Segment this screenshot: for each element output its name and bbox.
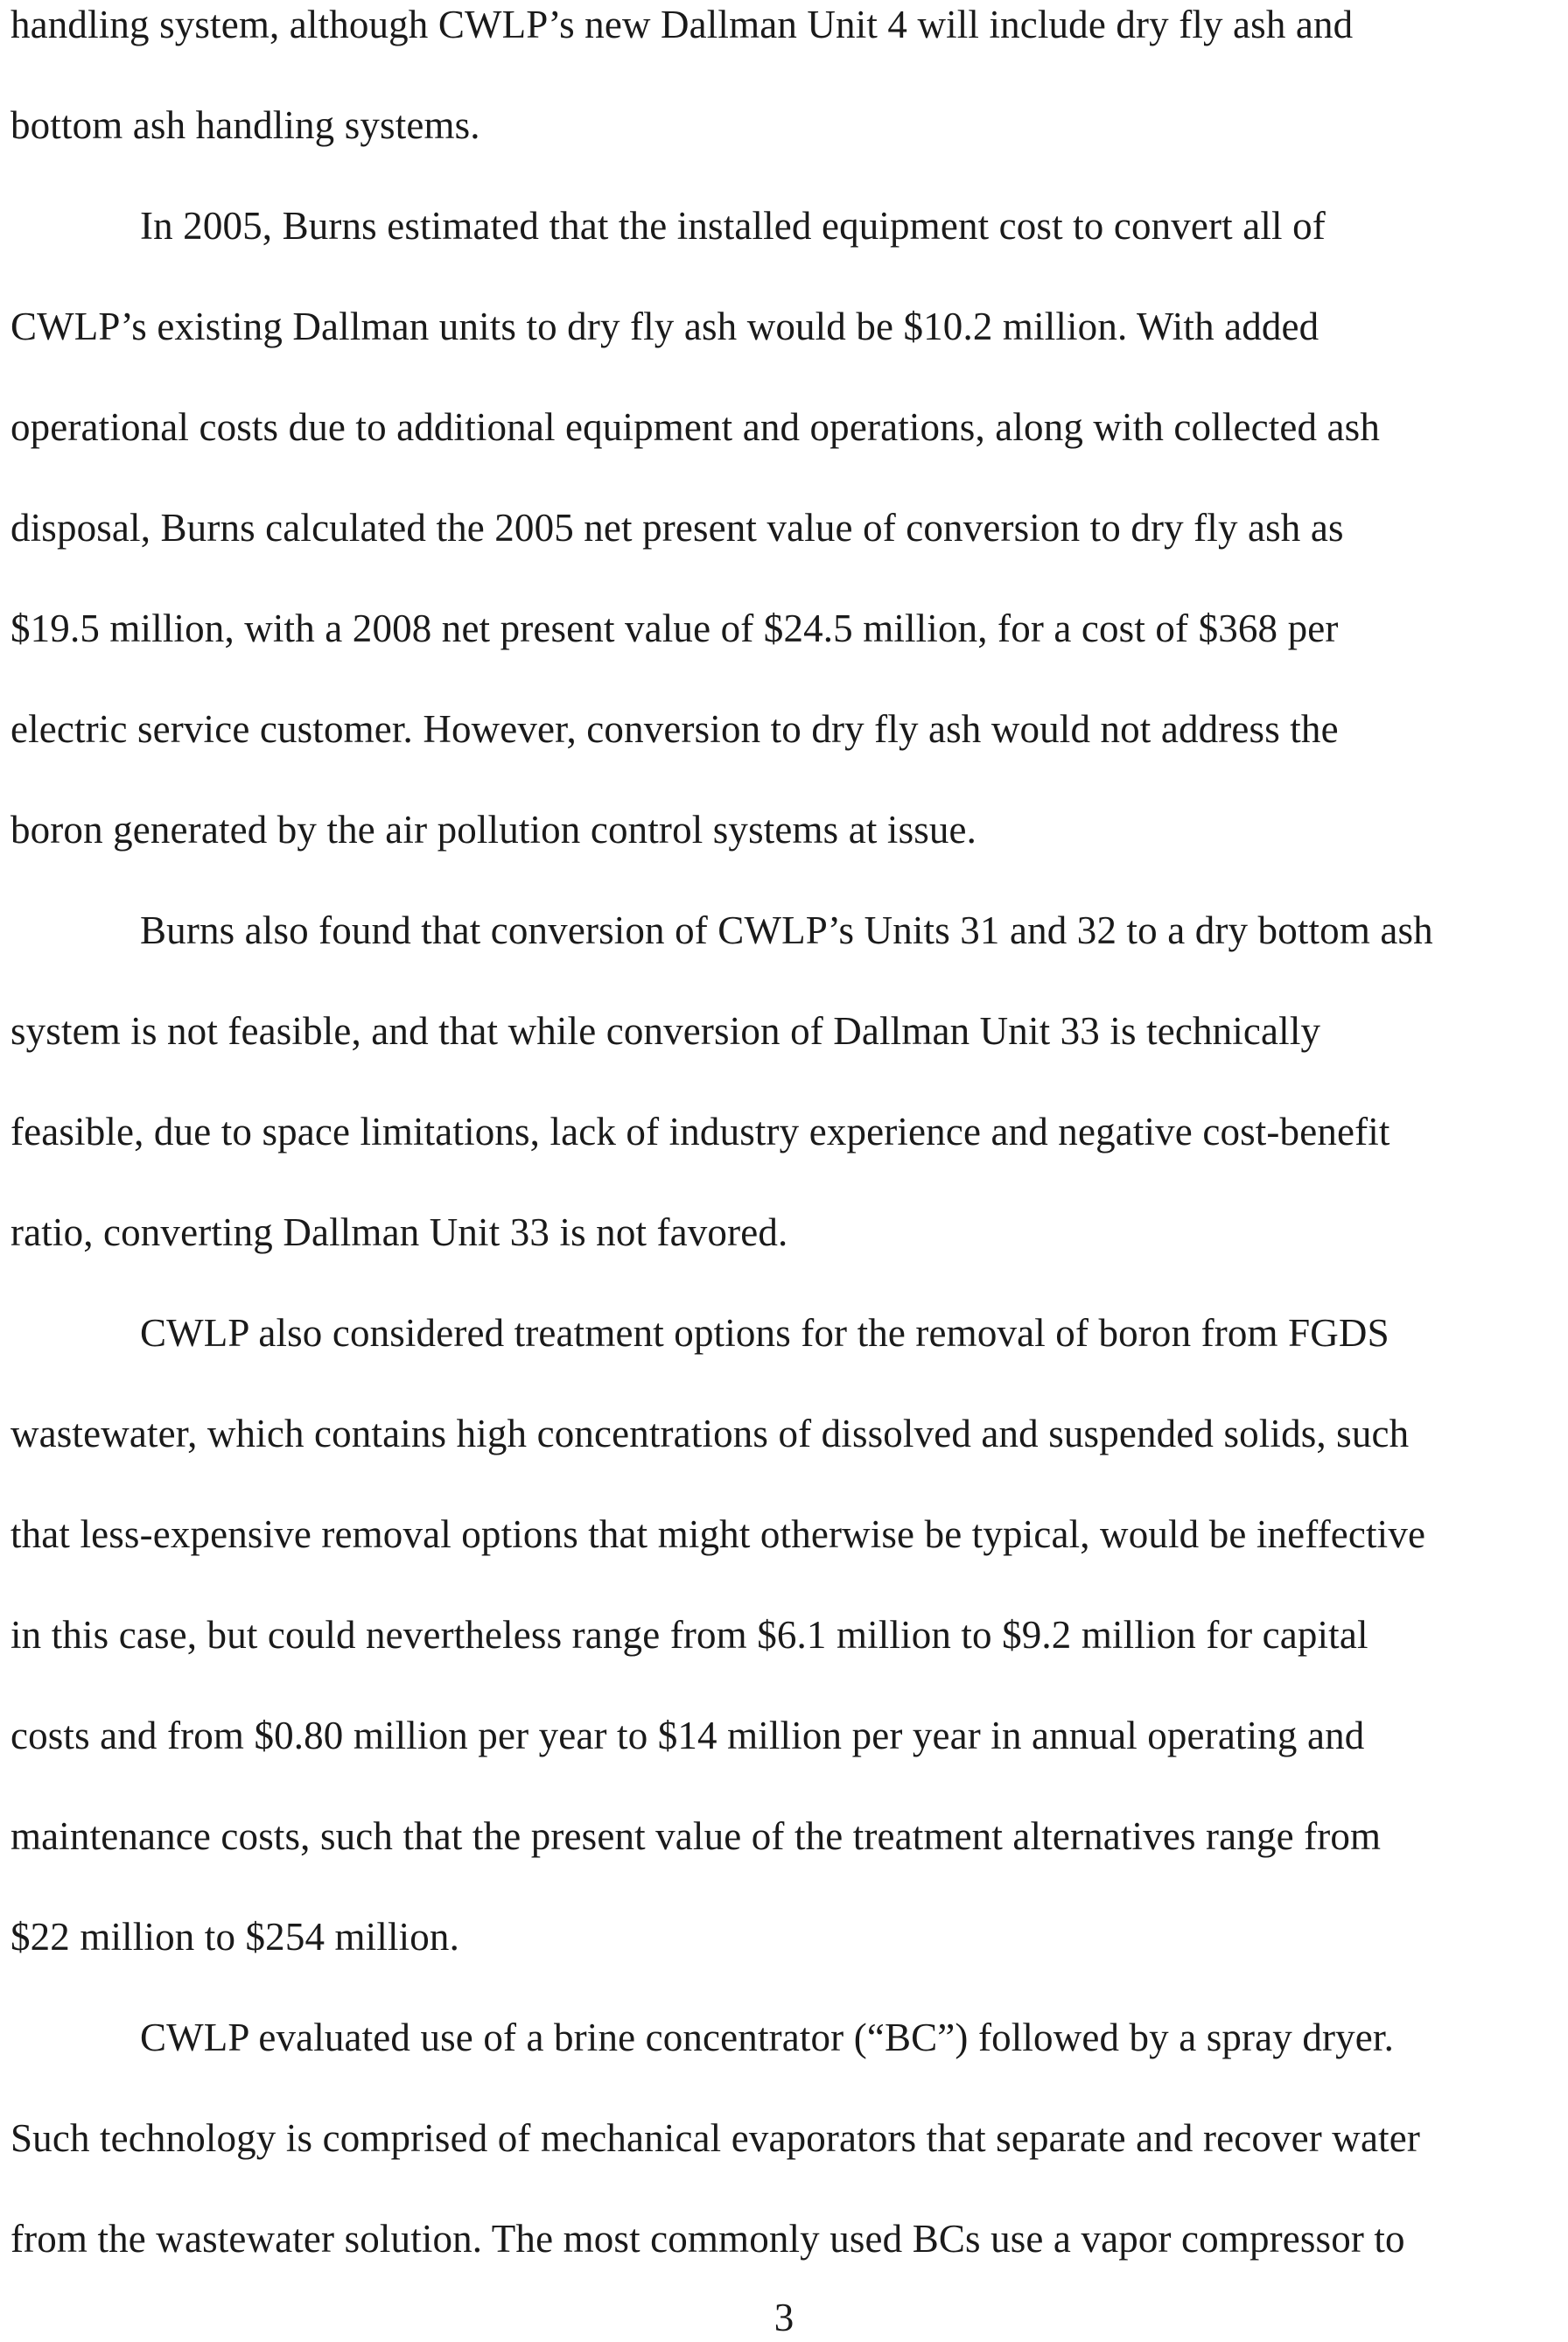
text-line: CWLP’s existing Dallman units to dry fly ash would be $10.2 million. With added [10, 305, 1320, 348]
text-line: wastewater, which contains high concentrations of dissolved and suspended solids, such [10, 1412, 1410, 1455]
text-line: disposal, Burns calculated the 2005 net present value of conversion to dry fly ash as [10, 506, 1344, 550]
text-line: feasible, due to space limitations, lack of industry experience and negative cost-benefit [10, 1110, 1390, 1153]
text-line: operational costs due to additional equipment and operations, along with collected ash [10, 405, 1380, 449]
text-line: that less-expensive removal options that might otherwise be typical, would be ineffective [10, 1512, 1426, 1556]
text-line: maintenance costs, such that the present value of the treatment alternatives range from [10, 1814, 1382, 1858]
paragraph-start-line: CWLP also considered treatment options for the removal of boron from FGDS [140, 1311, 1390, 1355]
paragraph-start-line: Burns also found that conversion of CWLP’s Units 31 and 32 to a dry bottom ash [140, 908, 1433, 952]
text-line: electric service customer. However, conversion to dry fly ash would not address the [10, 707, 1339, 751]
paragraph-start-line: In 2005, Burns estimated that the installed equipment cost to convert all of [140, 204, 1326, 248]
text-line: from the wastewater solution. The most commonly used BCs use a vapor compressor to [10, 2217, 1405, 2261]
text-line: Such technology is comprised of mechanical evaporators that separate and recover water [10, 2116, 1420, 2160]
text-line: boron generated by the air pollution control systems at issue. [10, 808, 977, 852]
text-line: handling system, although CWLP’s new Dallman Unit 4 will include dry fly ash and [10, 3, 1354, 46]
text-line: costs and from $0.80 million per year to $14 million per year in annual operating and [10, 1714, 1365, 1757]
paragraph-start-line: CWLP evaluated use of a brine concentrator (“BC”) followed by a spray dryer. [140, 2016, 1394, 2059]
text-line: $19.5 million, with a 2008 net present value of $24.5 million, for a cost of $368 per [10, 607, 1339, 650]
text-line: in this case, but could nevertheless range from $6.1 million to $9.2 million for capital [10, 1613, 1368, 1657]
text-line: ratio, converting Dallman Unit 33 is not favored. [10, 1210, 788, 1254]
text-line: bottom ash handling systems. [10, 103, 480, 147]
text-line: $22 million to $254 million. [10, 1915, 459, 1959]
page-number: 3 [774, 2296, 794, 2339]
text-line: system is not feasible, and that while conversion of Dallman Unit 33 is technically [10, 1009, 1321, 1053]
